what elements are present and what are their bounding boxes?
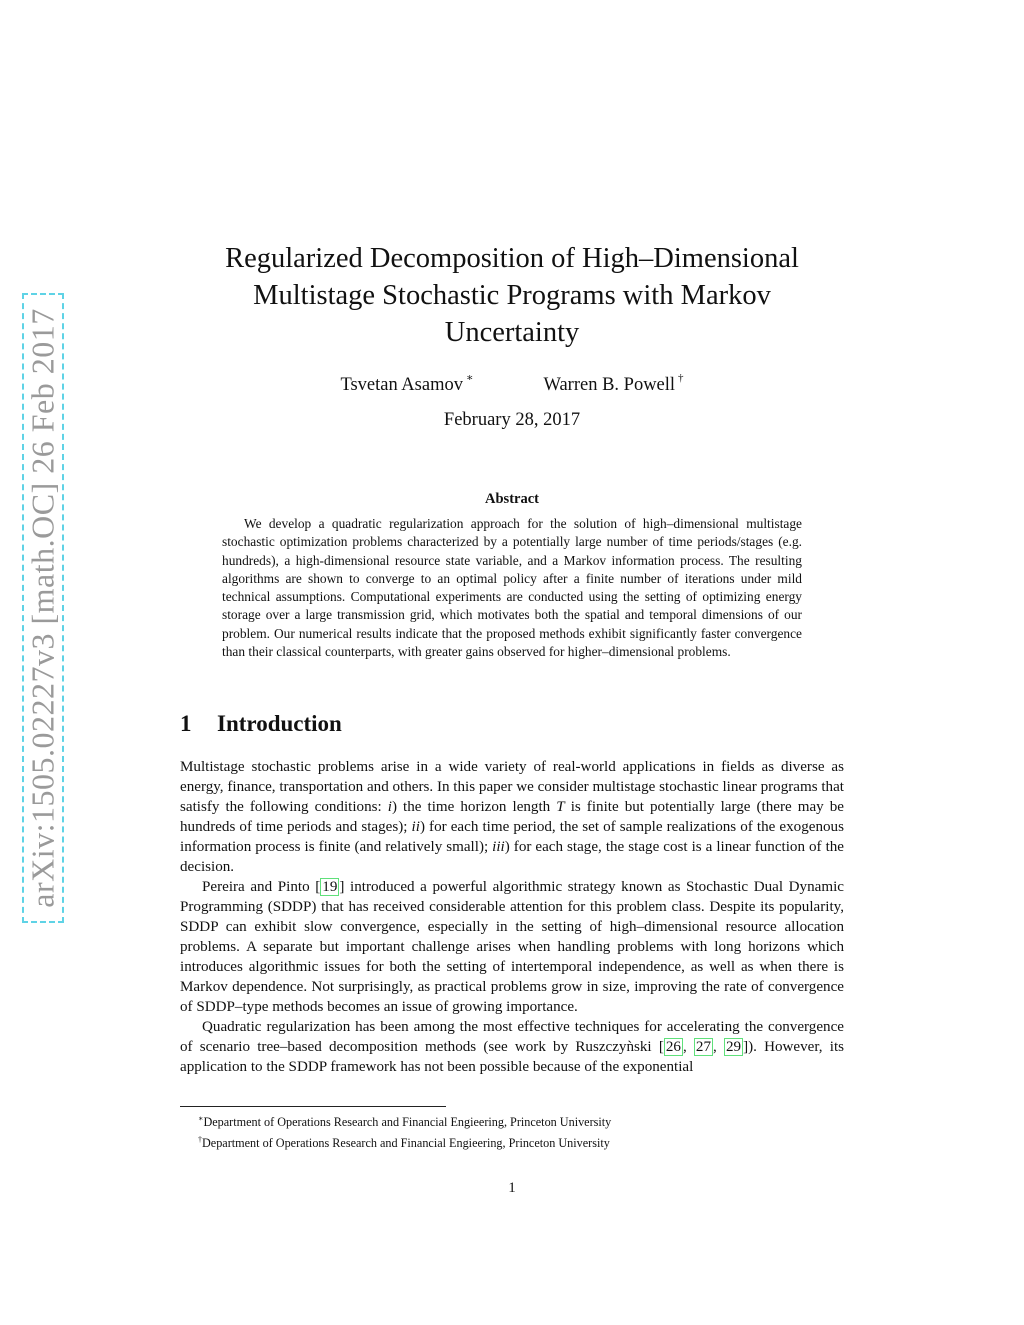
citation-link-19[interactable]: 19 — [322, 879, 338, 895]
paper-title — [180, 240, 844, 351]
page-number: 1 — [508, 1180, 516, 1196]
title-line-1: Regularized Decomposition of High–Dimensional — [225, 243, 799, 274]
section-heading — [180, 711, 342, 737]
author-mark-1: ∗ — [465, 372, 474, 384]
arxiv-stamp-text: arXiv:1505.02227v3 [math.OC] 26 Feb 2017 — [24, 308, 61, 908]
section-title: Introduction — [217, 711, 342, 736]
paper-date: February 28, 2017 — [443, 410, 581, 430]
author-list — [180, 371, 844, 396]
footnotes — [198, 1110, 611, 1152]
footnote-rule — [180, 1106, 446, 1107]
footnote-2: †Department of Operations Research and Financial Engieering, Princeton University — [198, 1135, 610, 1150]
author-powell: Warren B. Powell † — [543, 372, 684, 395]
abstract-heading: Abstract — [485, 491, 539, 507]
title-line-2: Multistage Stochastic Programs with Markov — [253, 280, 771, 311]
intro-paragraph-2: Pereira and Pinto [ 19 ] introduced a powerful algorithmic strategy known as Stochastic Dual Dynamic Programming (SDDP) that has received considerable attention for this problem class. Despite its popularity, SDDP can exhibit slow convergence, especially in the setting of high–dimensional resource allocation problems. A separate but important challenge arises when handling problems with long horizons which introduces algorithmic issues for both the setting of intertemporal independence, as well as when there is Markov dependence. Not surprisingly, as practical problems grow in size, improving the rate of convergence of SDDP–type methods becomes an issue of growing importance. — [180, 879, 844, 1015]
intro-paragraph-3: Quadratic regularization has been among the most effective techniques for accelerating the convergence of scenario tree–based decomposition methods (see work by Ruszczyǹski [ 26 , 27 , 29 ]). However, its application to the SDDP framework has not been possible because of the exponential — [180, 1019, 845, 1075]
abstract-text: We develop a quadratic regularization approach for the solution of high–dimensional multistage stochastic optimization problems characterized by a potentially large number of time periods/stages (e.g. hundreds), a high-dimensional resource state variable, and a Markov information process. The resulting algorithms are shown to converge to an optimal policy after a finite number of iterations under mild technical assumptions. Computational experiments are conducted using the setting of optimizing energy storage over a large transmission grid, which motivates both the spatial and temporal dimensions of our problem. Our numerical results indicate that the proposed methods exhibit significantly faster convergence than their classical counterparts, with greater gains observed for higher–dimensional problems. — [222, 516, 802, 660]
intro-paragraph-1: Multistage stochastic problems arise in a wide variety of real-world applications in fields as diverse as energy, finance, transportation and others. In this paper we consider multistage stochastic linear programs that satisfy the following conditions: i) the time horizon length T is finite but potentially large (there may be hundreds of time periods and stages); ii) for each time period, the set of sample realizations of the exogenous information process is finite (and relatively small); iii) for each stage, the stage cost is a linear function of the decision. — [180, 759, 845, 875]
citation-link-29[interactable]: 29 — [725, 1039, 742, 1055]
author-asamov: Tsvetan Asamov ∗ — [340, 372, 474, 395]
author-mark-2: † — [678, 372, 684, 384]
intro-body — [180, 757, 844, 1077]
section-number: 1 — [180, 711, 192, 736]
footnote-1: ∗Department of Operations Research and Financial Engieering, Princeton University — [198, 1114, 612, 1129]
citation-link-27[interactable]: 27 — [695, 1039, 711, 1055]
citation-link-26[interactable]: 26 — [665, 1039, 681, 1055]
arxiv-stamp[interactable] — [22, 293, 64, 923]
title-line-3: Uncertainty — [444, 317, 580, 348]
